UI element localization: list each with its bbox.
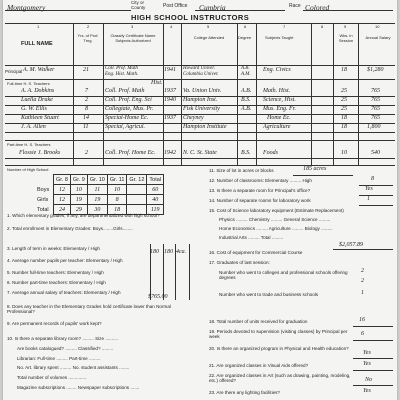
principal-name: A. M. Walker	[23, 67, 55, 73]
cell: 24	[54, 205, 71, 215]
teacher-salary: 540	[371, 150, 380, 156]
question-4: 4. Average number pupils per teacher: Elementary / High	[7, 258, 123, 263]
teacher-subjects: Foods	[263, 150, 278, 156]
teacher-name: Flossie J. Brooks	[19, 150, 61, 156]
principal-college: Howard Univer.	[183, 66, 216, 71]
salary-high-value: $765.00	[148, 294, 168, 300]
units-value: 16	[359, 317, 365, 323]
teacher-degree: A.B.	[241, 88, 252, 94]
principal-cert2: Eng. Hist. Math.	[105, 72, 139, 77]
col-number: 9	[344, 24, 347, 29]
col-number: 4	[170, 24, 173, 29]
teacher-cert: Special-Home Ec.	[105, 115, 149, 121]
term-high-value: 180	[150, 249, 159, 255]
question-10d: No. Art. library spent ......... No. student assistants ........	[17, 365, 130, 370]
teacher-weeks: 10	[341, 150, 347, 156]
teacher-salary: 765	[371, 97, 380, 103]
question-11: 11. Size of lot in acres or blocks	[209, 168, 274, 173]
teacher-years: 2	[85, 150, 88, 156]
question-13: 13. Is there a separate room for Principal's office?	[209, 188, 311, 193]
fulltime-label: Full-time H. S. Teachers	[7, 81, 50, 86]
question-10c: Librarian: Full-time ......... Part-time .........	[17, 356, 101, 361]
teacher-weeks: 25	[341, 88, 347, 94]
row-rule	[5, 79, 395, 80]
col-header-weeks: Wks. in Session	[338, 33, 354, 43]
teacher-salary: 765	[371, 106, 380, 112]
teacher-college: Hampton Institute	[183, 124, 227, 130]
office-value: Yes	[365, 186, 373, 192]
teacher-degree: A.B.	[241, 106, 252, 112]
teacher-name: Kathleen Stuart	[21, 115, 59, 121]
teacher-cert: Special, Agricul.	[105, 124, 146, 130]
question-5: 5. Number full-time teachers: Elementary / High	[7, 270, 104, 275]
college-boys-value: 2	[361, 268, 364, 274]
teacher-cert: Collegiate, Mus. Pr.	[105, 106, 154, 112]
teacher-weeks: 18	[341, 115, 347, 121]
teacher-year: 1937	[164, 88, 176, 94]
col-header-college: College Attended	[193, 35, 225, 40]
teacher-years: 2	[85, 97, 88, 103]
principal-degree2: A.M.	[241, 72, 251, 77]
question-12: 12. Number of classrooms: Elementary ......... High	[209, 178, 312, 183]
grid-rule	[189, 244, 190, 300]
question-10f: Magazine subscriptions ........ Newspaper subscriptions .......	[17, 385, 140, 390]
answer-rule	[353, 358, 393, 359]
cell	[127, 185, 147, 195]
fulltime-note: Hist.	[151, 80, 163, 86]
question-10b: Are books catalogued? ......... Classified? .........	[17, 346, 114, 351]
teacher-degree: B.S.	[241, 97, 251, 103]
labs-value: 1	[367, 196, 370, 202]
col-header-cert: Classify Certificate Name Subjects Authorized	[110, 33, 156, 43]
teacher-years: 7	[85, 88, 88, 94]
teacher-subjects: Science, Hist.	[263, 97, 296, 103]
header-underline	[5, 10, 131, 11]
art-value: No	[365, 377, 373, 383]
teacher-college: N. C. St. State	[183, 150, 217, 156]
answer-rule	[359, 205, 393, 206]
table-row	[5, 115, 395, 123]
question-17: 17. Graduates of last session:	[209, 260, 270, 265]
col-header-name: FULL NAME	[21, 41, 53, 47]
question-18: 18. Total number of units received for graduation	[209, 319, 308, 324]
question-7: 7. Average annual salary of teachers: Elementary / High	[7, 290, 121, 295]
teacher-college: Fisk University	[183, 106, 220, 112]
col-number: 8	[321, 24, 324, 29]
header-underline	[303, 10, 393, 11]
phys-ed-value: Yes	[363, 350, 371, 356]
periods-value: 6	[361, 331, 364, 337]
question-10: 10. Is there a separate library room? ......... Size ..........	[7, 336, 119, 341]
teacher-subjects: Math. Hist.	[263, 88, 291, 94]
teacher-name: J. A. Allen	[21, 124, 46, 130]
col-header-salary: Annual Salary	[365, 35, 391, 40]
teacher-weeks: 25	[341, 97, 347, 103]
cell	[127, 195, 147, 205]
answer-rule	[353, 340, 393, 341]
teacher-college: Cheyney	[183, 115, 204, 121]
col-number: 6	[244, 24, 247, 29]
teacher-salary: 765	[371, 88, 380, 94]
teacher-weeks: 18	[341, 124, 347, 130]
teacher-cert: Coll. Prof. Home Ec.	[105, 150, 156, 156]
question-15c: Industrial Arts ......... Total .........	[219, 235, 284, 240]
acres-value: 185 acres	[303, 166, 327, 172]
row-label: Boys	[37, 186, 50, 193]
table-row	[5, 67, 395, 75]
grade-header: Gr. 9	[70, 175, 87, 185]
answer-rule	[293, 175, 353, 176]
question-20: 20. Is there an organized program in Physical and Health education?	[209, 346, 349, 351]
cell: 10	[70, 185, 87, 195]
answer-rule	[353, 370, 393, 371]
principal-subjects: Eng. Civics	[263, 67, 291, 73]
teacher-salary: 1,800	[367, 124, 381, 130]
col-number: 1	[37, 24, 40, 29]
teacher-subjects: Mus. Eng. Fr.	[263, 106, 296, 112]
teacher-cert: Coll. Prof. Eng. Sci	[105, 97, 152, 103]
question-10e: Total number of volumes ..............	[17, 375, 87, 380]
answer-rule	[353, 326, 393, 327]
teacher-year: 1942	[164, 150, 176, 156]
col-number: 5	[207, 24, 210, 29]
answer-rule	[359, 185, 393, 186]
question-21: 21. Are organized classes in Visual Aids offered?	[209, 363, 309, 368]
principal-salary: $1,280	[367, 67, 384, 73]
col-number: 7	[283, 24, 286, 29]
question-17b: Number who went to trade and business schools	[219, 292, 319, 297]
cell: 19	[87, 195, 107, 205]
lab-total-value: $2,057.89	[339, 242, 363, 248]
grade-header: Total	[147, 175, 164, 185]
section-title: HIGH SCHOOL INSTRUCTORS	[131, 13, 250, 22]
teacher-year: 1940	[164, 97, 176, 103]
college-girls-value: 2	[361, 278, 364, 284]
grade-header: Gr. 10	[87, 175, 107, 185]
table-row	[5, 97, 395, 105]
cell: 19	[70, 195, 87, 205]
rooms-high-value: 8	[371, 176, 374, 182]
question-8: 8. Does any teacher in the Elementary Grades hold certificate lower than Normal Professional?	[7, 304, 171, 314]
question-23: 23. Are there any lighting facilities?	[209, 390, 280, 395]
post-office-value: Cumbria	[199, 3, 226, 12]
grade-header: Gr. 8	[54, 175, 71, 185]
question-3: 3. Length of term in weeks: Elementary / High	[7, 246, 100, 251]
col-header-degree: Degree	[238, 35, 252, 40]
table-row	[5, 106, 395, 114]
city-label: City or County	[131, 0, 146, 10]
term-high-value-3: 4ca.	[176, 249, 187, 255]
teacher-years: 14	[83, 115, 89, 121]
trade-boys-value: 1	[361, 290, 364, 296]
principal-weeks: 18	[341, 67, 347, 73]
question-2: 2. Total enrollment in Elementary Grades: Boys........Girls........	[7, 226, 133, 231]
enrollment-table	[35, 174, 164, 215]
grade-header: Gr. 11	[107, 175, 127, 185]
answer-rule	[359, 195, 393, 196]
question-15b: Home Economics ......... Agriculture ......... Biology .........	[219, 226, 333, 231]
teacher-subjects: Agriculture	[263, 124, 291, 130]
teacher-cert: Coll. Prof. Math	[105, 88, 145, 94]
question-22: 22. Are organized classes in Art (such as drawing, painting, modeling, etc.) offered?	[209, 373, 351, 383]
table-row	[5, 150, 395, 158]
principal-label: Principal	[5, 69, 23, 74]
teacher-years: 8	[85, 106, 88, 112]
col-header-subjects: Subjects Taught	[265, 35, 294, 40]
enrollment-label: Number of High School	[7, 167, 49, 172]
col-number: 3	[131, 24, 134, 29]
table-rule	[5, 165, 395, 166]
cell: 12	[54, 185, 71, 195]
principal-degree: A.B.	[241, 66, 250, 71]
cell: 11	[87, 185, 107, 195]
race-label: Race	[289, 3, 301, 9]
question-14: 14. Number of separate rooms for laboratory work	[209, 198, 311, 203]
principal-years: 21	[83, 67, 89, 73]
teacher-name: G. W. Ellis	[21, 106, 47, 112]
question-15: 15. Cost of Science laboratory equipment (Estimate Replacement)	[209, 208, 344, 213]
cell: 12	[54, 195, 71, 205]
teacher-years: 11	[83, 124, 89, 130]
question-19: 19. Periods devoted to supervision (visiting classes) by Principal per week	[209, 329, 348, 339]
cell: 40	[147, 195, 164, 205]
row-label: Total	[37, 206, 49, 213]
cell: 119	[147, 205, 164, 215]
principal-college2: Columbia Univer.	[183, 72, 219, 77]
question-16: 16. Cost of equipment for Commercial Course	[209, 250, 303, 255]
cell: 29	[70, 205, 87, 215]
teacher-name: A. A. Dobkins	[21, 88, 55, 94]
col-number: 10	[375, 24, 380, 29]
teacher-degree: B.S.	[241, 150, 251, 156]
race-value: Colored	[305, 3, 330, 12]
cell: 10	[107, 185, 127, 195]
term-high-value-2: 180	[164, 249, 173, 255]
post-office-label: Post Office	[163, 3, 188, 9]
principal-year: 1941	[164, 67, 176, 73]
col-header-years: Yrs. of Prof. Trng.	[77, 33, 99, 43]
row-label: Girls	[37, 196, 49, 203]
row-rule	[5, 158, 395, 159]
cell: 30	[87, 205, 107, 215]
teacher-weeks: 25	[341, 106, 347, 112]
table-row	[5, 124, 395, 132]
question-15a: Physics ......... Chemistry ......... General Science .........	[219, 217, 331, 222]
question-9: 9. Are permanent records of pupils' work kept?	[7, 321, 102, 326]
teacher-college: Hampton Inst.	[183, 97, 218, 103]
cell: 60	[147, 185, 164, 195]
question-17a: Number who went to colleges and professional schools offering degrees	[219, 270, 348, 280]
teacher-subjects: Home Ec.	[267, 115, 291, 121]
visual-aids-value: Yes	[363, 361, 371, 367]
principal-cert: Coll. Prof. Math	[105, 66, 138, 71]
parttime-label: Part-time H. S. Teachers	[7, 142, 51, 147]
teacher-college: Va. Union Univ.	[183, 88, 222, 94]
question-1: 1. Which elementary grades, if any, are departmentalized with high school?	[7, 213, 160, 218]
cell: 18	[107, 205, 127, 215]
county-value: Montgomery	[7, 3, 46, 12]
table-rule	[5, 23, 395, 24]
row-rule	[5, 140, 395, 141]
table-row	[5, 88, 395, 96]
grade-header: Gr. 12	[127, 175, 147, 185]
col-number: 2	[87, 24, 90, 29]
row-rule	[5, 132, 395, 133]
question-6: 6. Number part-time teachers: Elementary / High	[7, 280, 106, 285]
cell: 8	[107, 195, 127, 205]
form-sheet	[3, 0, 397, 400]
answer-rule	[353, 385, 393, 386]
teacher-name: Luella Drake	[21, 97, 53, 103]
teacher-year: 1937	[164, 115, 176, 121]
lighting-value: Yes	[363, 388, 371, 394]
header-underline	[195, 10, 285, 11]
answer-rule	[333, 249, 393, 250]
teacher-salary: 765	[371, 115, 380, 121]
